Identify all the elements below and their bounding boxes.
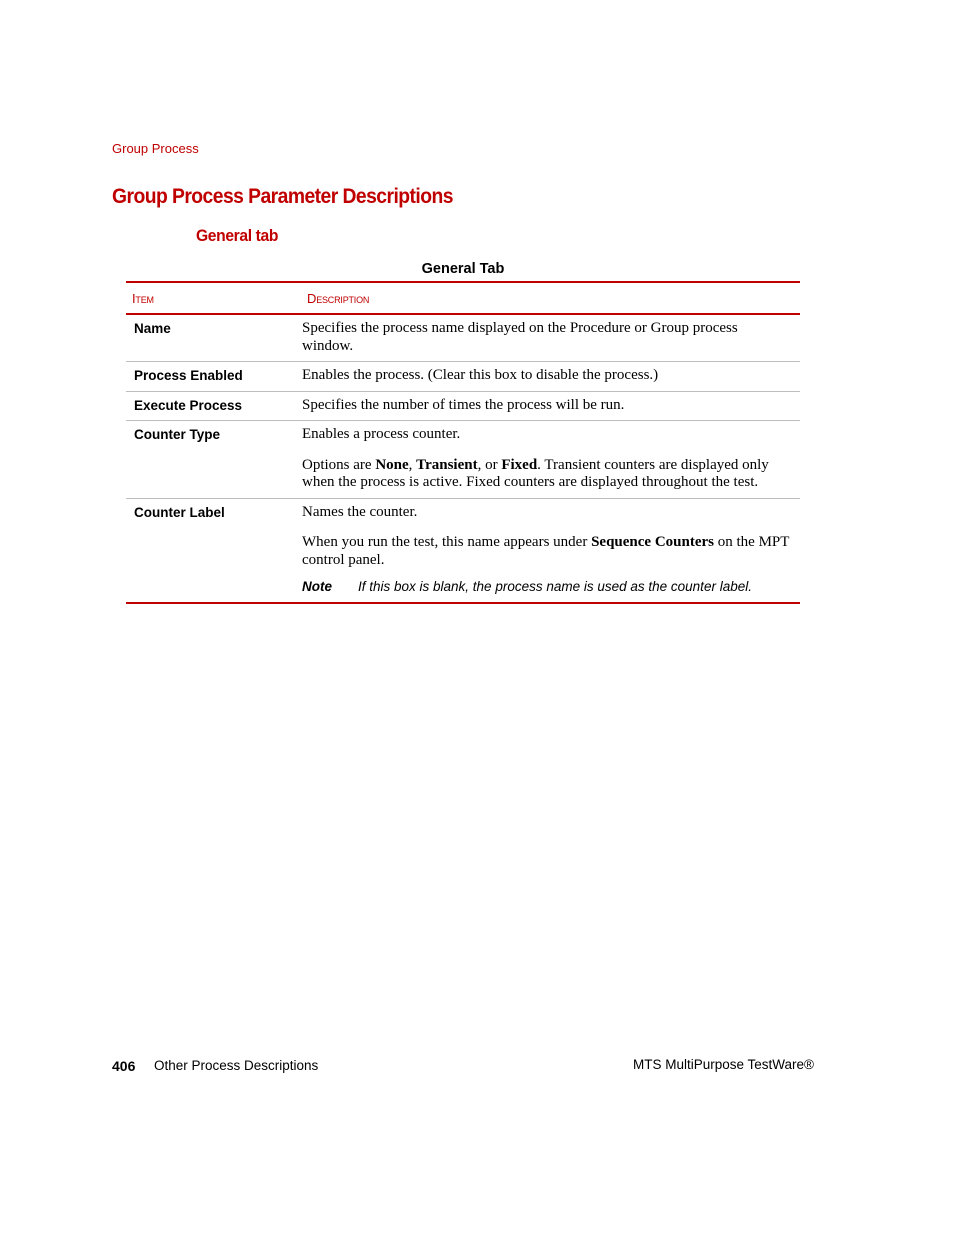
- description-options: [302, 457, 790, 492]
- description-text: Enables the process. (Clear this box to disable the process.): [302, 367, 659, 383]
- table-row-execute-process: [126, 392, 800, 421]
- description-text: Specifies the number of times the process will be run.: [302, 396, 625, 413]
- sequence-counters-term: Sequence Counters: [591, 534, 715, 550]
- text-run: When you run the test, this name appears under: [302, 534, 592, 550]
- description-text: Names the counter.: [302, 503, 418, 520]
- column-header-item: Item: [132, 290, 154, 306]
- table-bottom-rule: [126, 602, 800, 604]
- option-transient: Transient: [416, 456, 478, 473]
- text-run: ,: [408, 456, 417, 473]
- description-text: Specifies the process name displayed on the Procedure or Group process window.: [302, 320, 738, 354]
- text-run: on the MPT control panel.: [302, 534, 790, 568]
- note: [302, 578, 790, 596]
- table-header-row: [126, 283, 800, 313]
- table-row-name: [126, 315, 800, 361]
- option-none: None: [375, 456, 409, 473]
- row-description: [302, 421, 800, 498]
- column-header-description: Description: [307, 290, 370, 306]
- option-fixed: Fixed: [501, 456, 538, 473]
- text-run: Options are: [302, 456, 376, 473]
- page-number: 406: [112, 1058, 136, 1074]
- row-description: [302, 392, 800, 421]
- footer-product: MTS MultiPurpose TestWare®: [633, 1057, 814, 1072]
- footer-chapter: Other Process Descriptions: [154, 1058, 319, 1073]
- row-description: [302, 315, 800, 361]
- row-item-label: Execute Process: [134, 397, 243, 413]
- page-title: Group Process Parameter Descriptions: [112, 185, 453, 208]
- text-run: , or: [477, 456, 502, 473]
- row-item-label: Name: [134, 321, 171, 336]
- section-title: General tab: [196, 226, 279, 245]
- row-description: [302, 362, 800, 391]
- row-item-label: Counter Type: [134, 427, 221, 442]
- table-row-process-enabled: [126, 362, 800, 391]
- row-item-label: Counter Label: [134, 504, 225, 520]
- table-row-counter-label: [126, 499, 800, 602]
- text-run: . Transient counters are displayed only when the process is active. Fixed counters are displayed throughout the test.: [302, 456, 769, 490]
- note-text: If this box is blank, the process name is used as the counter label.: [358, 579, 752, 594]
- table-caption: General Tab: [421, 261, 505, 277]
- row-description: [302, 499, 800, 602]
- general-tab-table: [126, 281, 800, 604]
- table-row-counter-type: [126, 421, 800, 498]
- description-detail: [302, 534, 790, 569]
- description-text: Enables a process counter.: [302, 426, 461, 442]
- note-label: Note: [302, 579, 332, 594]
- row-item-label: Process Enabled: [134, 368, 243, 383]
- breadcrumb: Group Process: [112, 141, 199, 156]
